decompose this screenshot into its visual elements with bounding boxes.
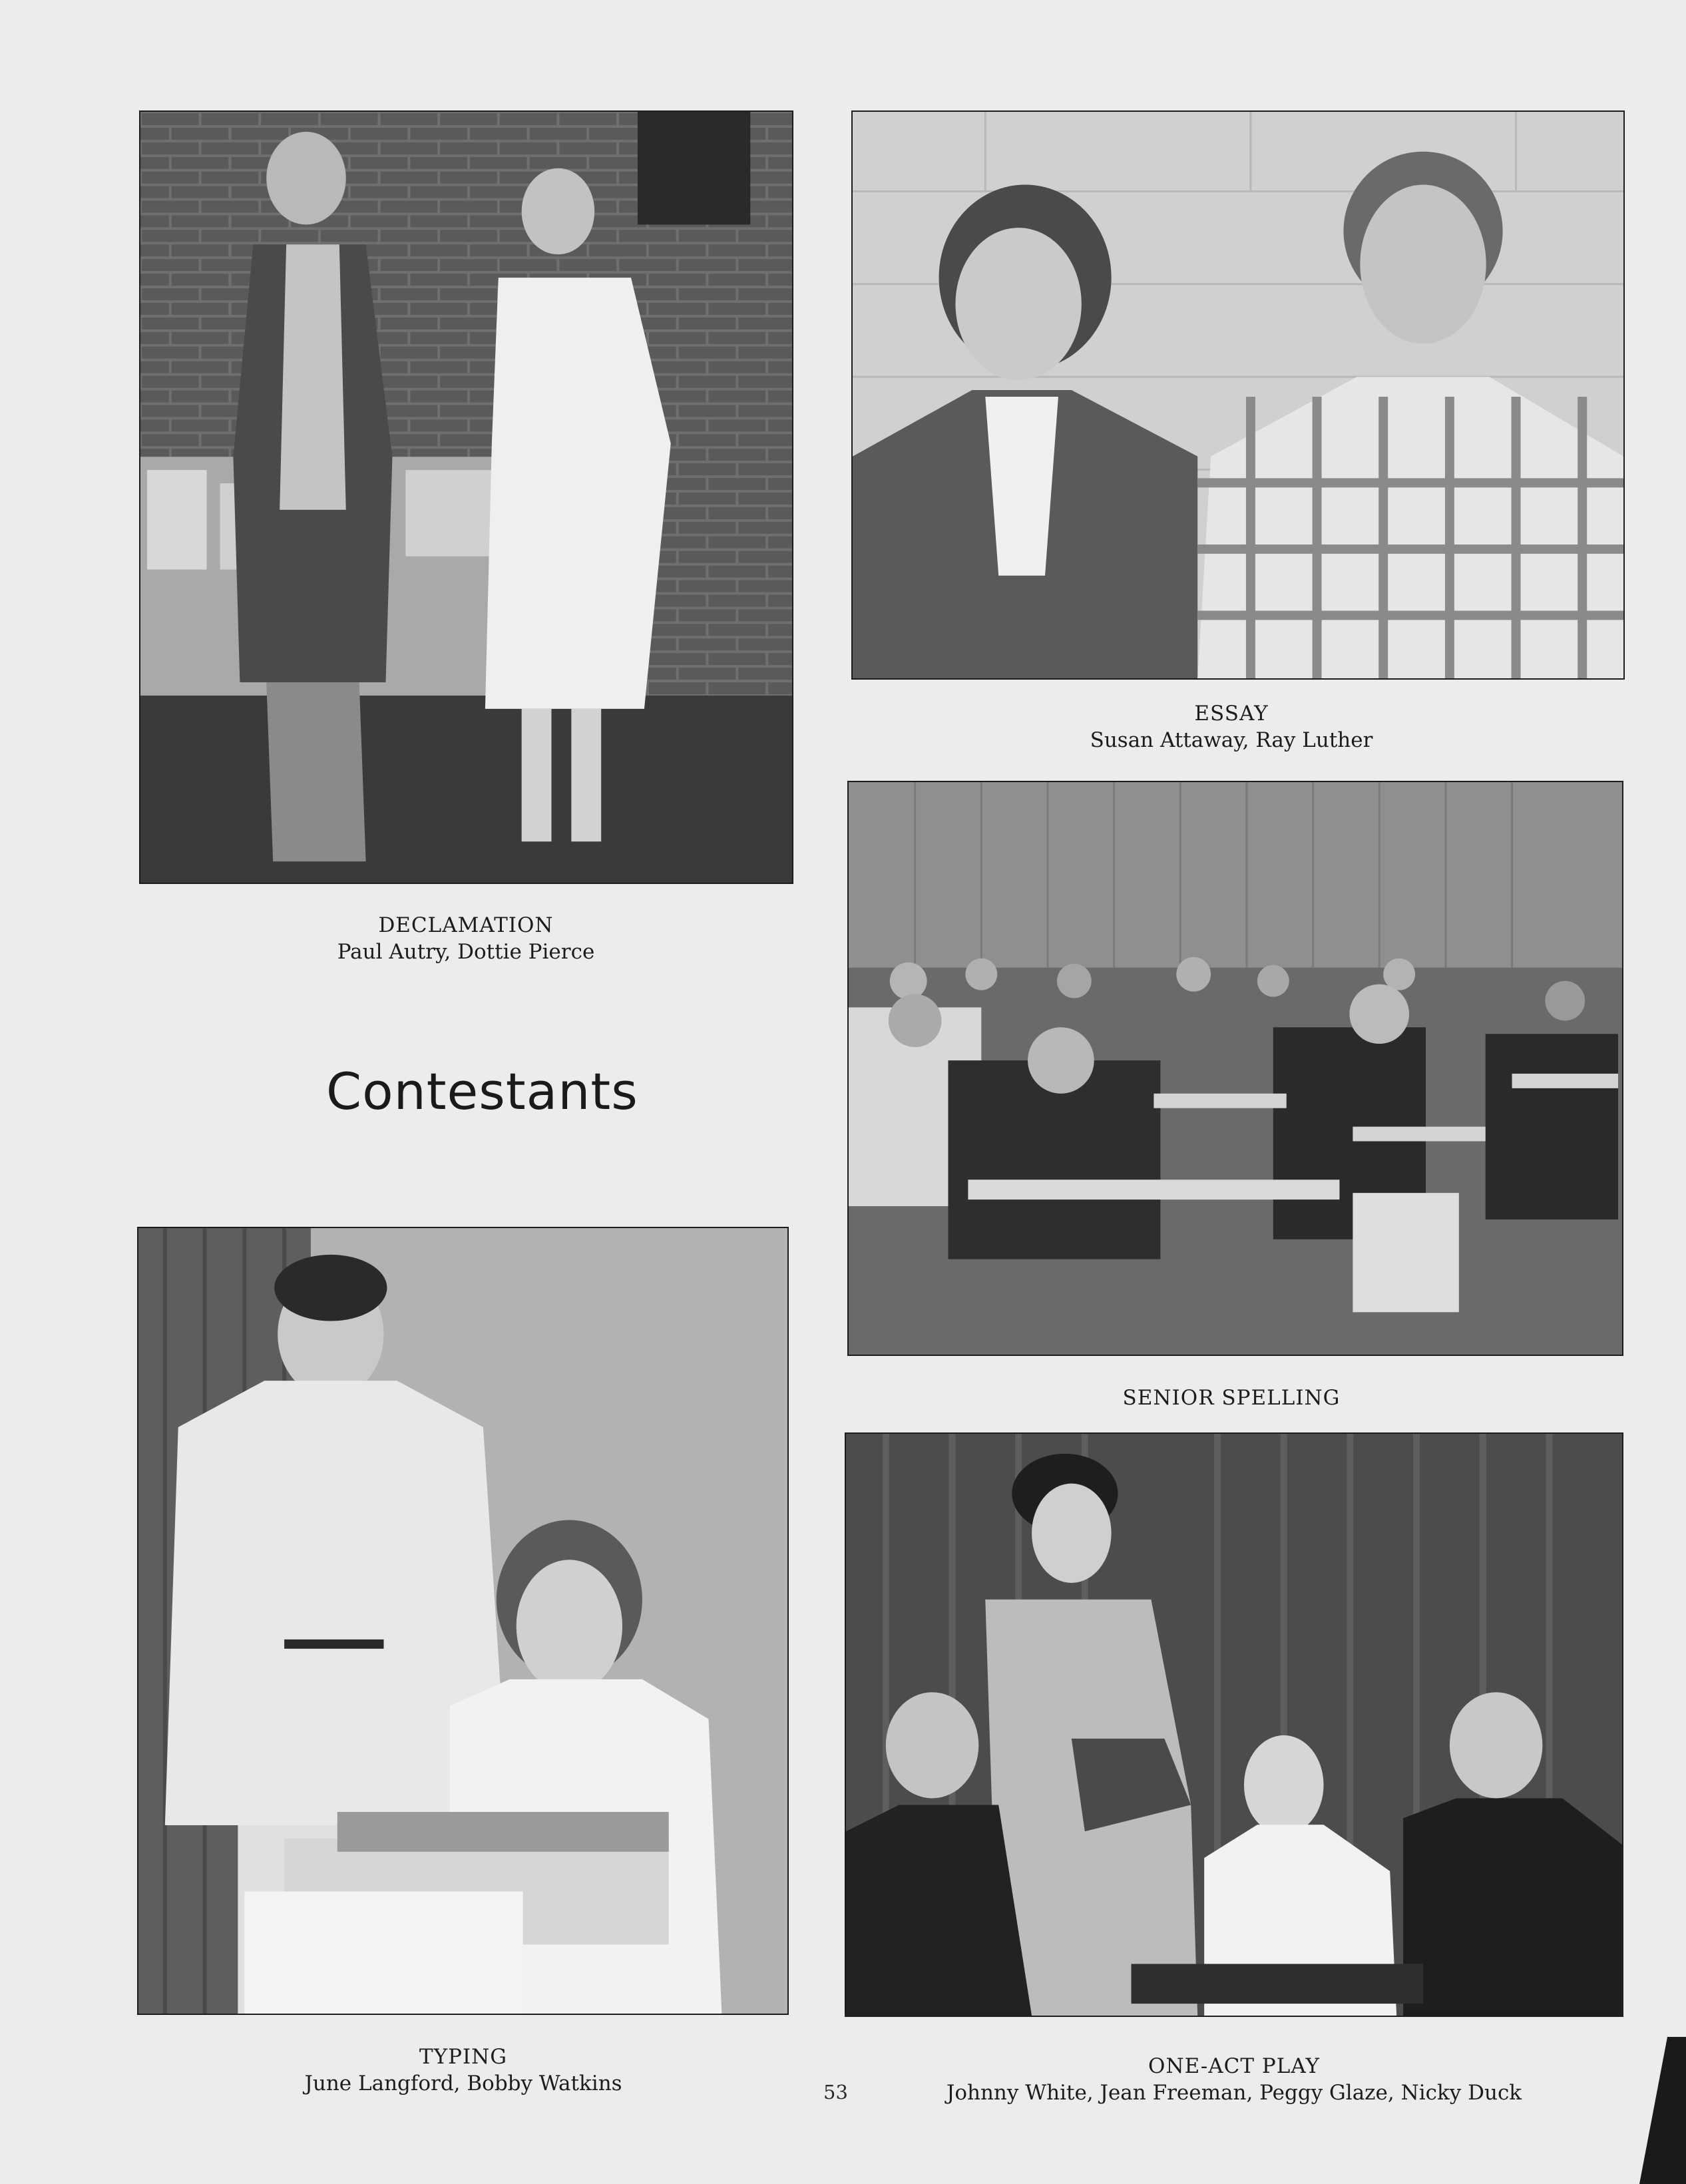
one-act-play-photo-image xyxy=(846,1434,1622,2016)
caption-essay xyxy=(1032,700,1431,754)
page-title: Contestants xyxy=(326,1062,638,1121)
photo-declamation xyxy=(139,110,793,884)
caption-heading: ESSAY xyxy=(1194,702,1269,726)
essay-photo-image xyxy=(853,112,1623,678)
senior-spelling-photo-image xyxy=(849,782,1622,1355)
photo-senior-spelling xyxy=(847,781,1623,1356)
photo-one-act-play xyxy=(845,1432,1623,2017)
caption-names: June Langford, Bobby Watkins xyxy=(304,2072,622,2095)
caption-heading: ONE-ACT PLAY xyxy=(1148,2054,1320,2078)
caption-heading: DECLAMATION xyxy=(378,913,554,937)
typing-photo-image xyxy=(138,1228,787,2014)
photo-essay xyxy=(851,110,1625,680)
caption-names: Johnny White, Jean Freeman, Peggy Glaze, Nicky Duck xyxy=(946,2081,1522,2105)
caption-names: Paul Autry, Dottie Pierce xyxy=(337,940,595,964)
caption-names: Susan Attaway, Ray Luther xyxy=(1090,728,1373,752)
caption-senior-spelling xyxy=(1032,1385,1431,1411)
photo-typing xyxy=(137,1227,789,2015)
caption-heading: SENIOR SPELLING xyxy=(1122,1386,1341,1410)
caption-heading: TYPING xyxy=(419,2045,508,2069)
caption-one-act-play xyxy=(885,2053,1583,2106)
page-edge-shadow xyxy=(1639,2037,1686,2184)
declamation-photo-image xyxy=(140,112,792,883)
caption-typing xyxy=(264,2044,663,2097)
caption-declamation xyxy=(266,912,666,965)
page-number: 53 xyxy=(823,2081,848,2103)
